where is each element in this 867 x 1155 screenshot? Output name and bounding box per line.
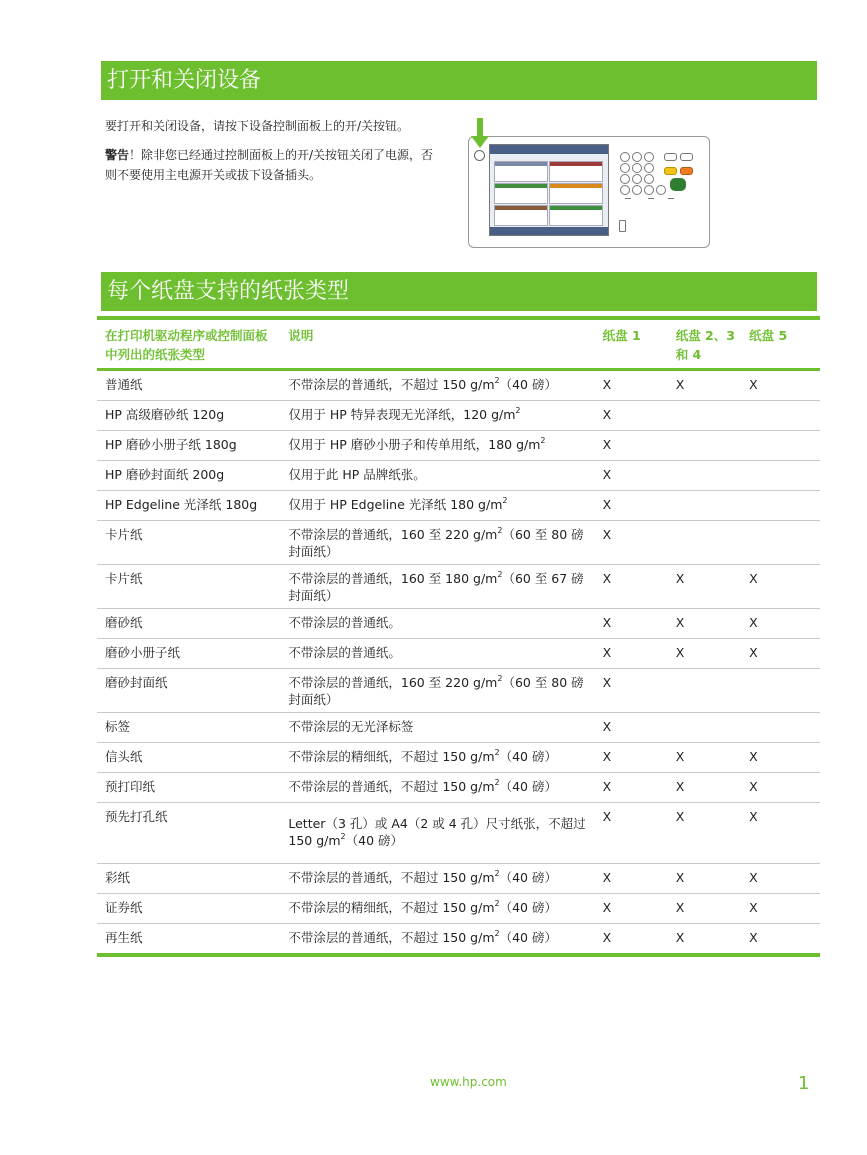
table-row [97, 461, 820, 491]
description-superscript: 2 [494, 899, 500, 908]
description-superscript: 2 [540, 436, 546, 445]
tray-1-cell: X [602, 467, 612, 482]
tray-5-cell: X [749, 900, 758, 915]
tray-1-cell: X [602, 870, 612, 885]
tray-5-cell: X [749, 377, 758, 392]
tray-1-cell: X [602, 749, 612, 764]
description-text: 不带涂层的普通纸，160 至 220 g/m [288, 675, 498, 690]
description-cell [280, 894, 594, 924]
power-button-icon [474, 150, 485, 161]
description-cell [280, 713, 594, 743]
tray-2-3-4-cell [668, 669, 741, 713]
table-row [97, 431, 820, 461]
tray-2-3-4-cell: X [675, 749, 685, 764]
table-row [97, 565, 820, 609]
section-title-power: 打开和关闭设备 [101, 61, 817, 100]
description-suffix: （40 磅） [499, 870, 557, 885]
tray-1-cell: X [602, 930, 612, 945]
screen-tile [549, 205, 603, 226]
header-paper-type: 在打印机驱动程序或控制面板中列出的纸张类型 [105, 328, 268, 362]
tray-2-3-4-cell [668, 461, 741, 491]
description-cell [280, 669, 594, 713]
tray-5-cell [741, 713, 820, 743]
description-text: 不带涂层的精细纸，不超过 150 g/m [288, 749, 495, 764]
table-row [97, 743, 820, 773]
tray-1-cell: X [602, 407, 612, 422]
description-cell [280, 864, 594, 894]
tray-5-cell: X [749, 615, 758, 630]
screen-title-bar [490, 145, 608, 154]
description-suffix: （60 至 67 磅封面纸） [288, 571, 584, 603]
tray-2-3-4-cell [668, 431, 741, 461]
description-suffix: （60 至 80 磅封面纸） [288, 527, 584, 559]
header-tray-5: 纸盘 5 [749, 328, 788, 343]
screen-tile [494, 161, 548, 182]
tray-2-3-4-cell: X [675, 900, 685, 915]
table-row [97, 803, 820, 864]
warning-label: 警告 [105, 148, 130, 162]
tray-5-cell: X [749, 645, 758, 660]
tray-2-3-4-cell [668, 491, 741, 521]
description-text: 不带涂层的普通纸，不超过 150 g/m [288, 377, 495, 392]
tray-1-cell: X [602, 377, 612, 392]
tray-5-cell [741, 431, 820, 461]
description-superscript: 2 [497, 570, 503, 579]
tray-1-cell: X [602, 809, 612, 824]
description-text: 不带涂层的普通纸。 [288, 615, 401, 630]
paper-type-cell: 磨砂小册子纸 [105, 645, 181, 660]
description-suffix: （40 磅） [345, 833, 404, 848]
description-superscript: 2 [494, 929, 500, 938]
tray-2-3-4-cell [668, 401, 741, 431]
paper-type-cell: 卡片纸 [105, 527, 143, 542]
table-row [97, 713, 820, 743]
description-superscript: 2 [340, 832, 346, 841]
description-superscript: 2 [494, 376, 500, 385]
tray-1-cell: X [602, 527, 612, 542]
screen-tile [549, 183, 603, 204]
description-cell [280, 431, 594, 461]
power-arrow-icon [477, 118, 483, 138]
tray-1-cell: X [602, 779, 612, 794]
tray-5-cell [741, 461, 820, 491]
paper-type-cell: HP Edgeline 光泽纸 180g [105, 497, 258, 512]
tray-2-3-4-cell: X [675, 930, 685, 945]
tray-1-cell: X [602, 615, 612, 630]
description-superscript: 2 [497, 674, 503, 683]
tray-5-cell: X [749, 779, 758, 794]
tray-5-cell: X [749, 809, 758, 824]
description-text: 不带涂层的普通纸，不超过 150 g/m [288, 870, 495, 885]
usb-slot-icon [619, 220, 626, 232]
tray-2-3-4-cell: X [675, 809, 685, 824]
paper-type-cell: 证券纸 [105, 900, 143, 915]
tray-2-3-4-cell: X [675, 779, 685, 794]
tray-5-cell [741, 521, 820, 565]
tray-2-3-4-cell: X [675, 571, 685, 586]
description-superscript: 2 [497, 526, 503, 535]
tray-5-cell: X [749, 571, 758, 586]
tray-5-cell: X [749, 870, 758, 885]
tray-5-cell [741, 669, 820, 713]
description-superscript: 2 [494, 869, 500, 878]
description-text: 不带涂层的普通纸。 [288, 645, 401, 660]
description-superscript: 2 [515, 406, 521, 415]
description-cell [280, 639, 594, 669]
table-row [97, 924, 820, 956]
tray-2-3-4-cell: X [675, 377, 685, 392]
paper-type-cell: HP 磨砂小册子纸 180g [105, 437, 237, 452]
paper-type-cell: 预打印纸 [105, 779, 156, 794]
section-title-paper-types: 每个纸盘支持的纸张类型 [101, 272, 817, 311]
screen-tile [549, 161, 603, 182]
paper-type-cell: HP 高级磨砂纸 120g [105, 407, 225, 422]
screen-tile [494, 205, 548, 226]
table-row [97, 894, 820, 924]
warning-text: ！除非您已经通过控制面板上的开/关按钮关闭了电源，否则不要使用主电源开关或拔下设备插头。 [105, 148, 434, 182]
description-superscript: 2 [494, 748, 500, 757]
tray-2-3-4-cell [668, 713, 741, 743]
tray-2-3-4-cell: X [675, 645, 685, 660]
table-row [97, 609, 820, 639]
panel-key-icon [664, 153, 677, 161]
description-superscript: 2 [494, 778, 500, 787]
description-cell [280, 609, 594, 639]
paper-type-cell: 普通纸 [105, 377, 143, 392]
paper-type-cell: 磨砂纸 [105, 615, 143, 630]
description-text: 不带涂层的精细纸，不超过 150 g/m [288, 900, 495, 915]
page-number: 1 [798, 1073, 810, 1094]
footer-url: www.hp.com [430, 1075, 507, 1089]
header-tray-2-3-4: 纸盘 2、3 和 4 [675, 328, 735, 362]
start-button-icon [670, 178, 686, 191]
description-cell [280, 803, 594, 864]
description-text: 仅用于 HP 特异表现无光泽纸，120 g/m [288, 407, 516, 422]
description-suffix: （40 磅） [499, 900, 557, 915]
description-superscript: 2 [502, 496, 508, 505]
paper-type-cell: 再生纸 [105, 930, 143, 945]
paper-type-cell: 信头纸 [105, 749, 143, 764]
description-text: 仅用于 HP Edgeline 光泽纸 180 g/m [288, 497, 503, 512]
table-row [97, 864, 820, 894]
tray-1-cell: X [602, 571, 612, 586]
tray-5-cell [741, 401, 820, 431]
description-cell [280, 743, 594, 773]
description-text: 不带涂层的普通纸，160 至 220 g/m [288, 527, 498, 542]
panel-key-icon [680, 153, 693, 161]
tray-5-cell: X [749, 930, 758, 945]
table-row [97, 639, 820, 669]
description-cell [280, 370, 594, 401]
description-cell [280, 773, 594, 803]
description-text: 不带涂层的普通纸，不超过 150 g/m [288, 930, 495, 945]
description-text: 不带涂层的普通纸，不超过 150 g/m [288, 779, 495, 794]
tray-1-cell: X [602, 497, 612, 512]
description-text: Letter（3 孔）或 A4（2 或 4 孔）尺寸纸张，不超过 150 g/m [288, 816, 586, 848]
description-cell [280, 461, 594, 491]
tray-1-cell: X [602, 645, 612, 660]
table-row [97, 370, 820, 401]
header-description: 说明 [288, 328, 314, 343]
paper-types-table [97, 316, 820, 957]
paper-type-cell: 标签 [105, 719, 131, 734]
tray-2-3-4-cell: X [675, 870, 685, 885]
description-suffix: （40 磅） [499, 779, 557, 794]
control-panel-screen [489, 144, 609, 236]
tray-2-3-4-cell [668, 521, 741, 565]
screen-tile [494, 183, 548, 204]
power-warning [105, 145, 445, 185]
header-tray-1: 纸盘 1 [602, 328, 641, 343]
description-suffix: （40 磅） [499, 377, 557, 392]
description-text: 不带涂层的无光泽标签 [288, 719, 414, 734]
tray-5-cell: X [749, 749, 758, 764]
paper-type-cell: 彩纸 [105, 870, 131, 885]
paper-type-cell: 磨砂封面纸 [105, 675, 168, 690]
power-instructions: 要打开和关闭设备，请按下设备控制面板上的开/关按钮。 [105, 119, 410, 133]
paper-type-cell: 预先打孔纸 [105, 809, 168, 824]
description-suffix: （40 磅） [499, 749, 557, 764]
description-suffix: （60 至 80 磅封面纸） [288, 675, 584, 707]
paper-type-cell: 卡片纸 [105, 571, 143, 586]
description-text: 仅用于此 HP 品牌纸张。 [288, 467, 426, 482]
description-cell [280, 924, 594, 956]
tray-5-cell [741, 491, 820, 521]
tray-2-3-4-cell: X [675, 615, 685, 630]
table-row [97, 491, 820, 521]
description-cell [280, 401, 594, 431]
stop-key-icon [664, 167, 677, 175]
description-suffix: （40 磅） [499, 930, 557, 945]
description-text: 仅用于 HP 磨砂小册子和传单用纸，180 g/m [288, 437, 541, 452]
table-header-row [97, 318, 820, 370]
description-cell [280, 491, 594, 521]
reset-key-icon [680, 167, 693, 175]
tray-1-cell: X [602, 900, 612, 915]
description-cell [280, 565, 594, 609]
tray-1-cell: X [602, 719, 612, 734]
description-cell [280, 521, 594, 565]
tray-1-cell: X [602, 437, 612, 452]
table-row [97, 401, 820, 431]
screen-status-bar [490, 227, 608, 235]
tray-1-cell: X [602, 675, 612, 690]
power-arrow-head-icon [471, 136, 489, 148]
paper-type-cell: HP 磨砂封面纸 200g [105, 467, 225, 482]
table-row [97, 669, 820, 713]
table-row [97, 773, 820, 803]
description-text: 不带涂层的普通纸，160 至 180 g/m [288, 571, 498, 586]
table-row [97, 521, 820, 565]
